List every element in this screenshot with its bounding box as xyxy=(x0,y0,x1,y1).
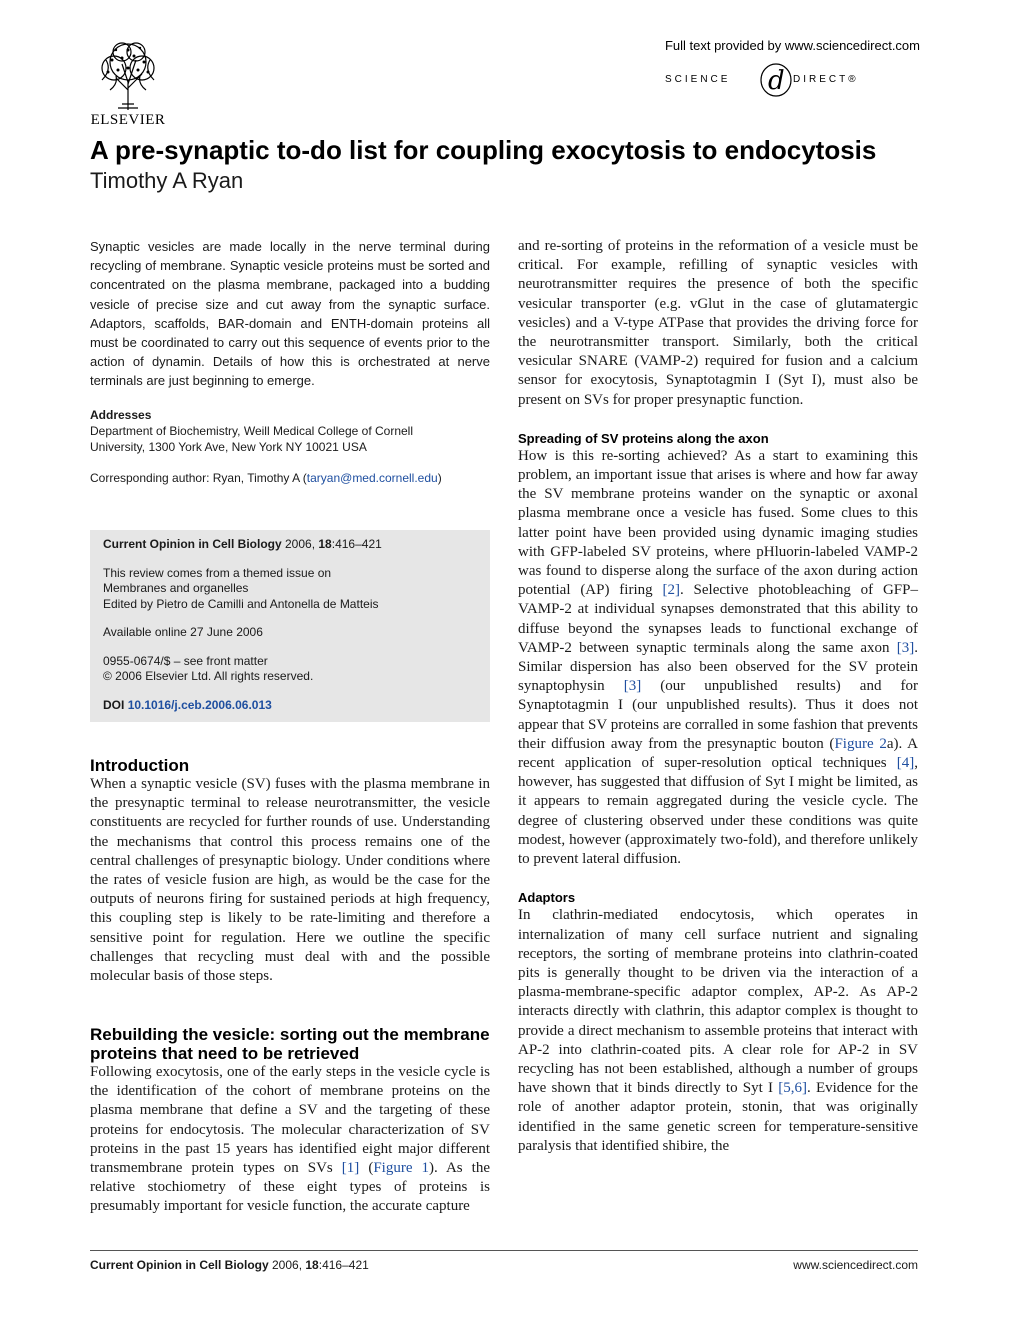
article-title: A pre-synaptic to-do list for coupling exocytosis to endocytosis xyxy=(90,135,877,165)
article-author: Timothy A Ryan xyxy=(90,168,244,193)
journal-volume: 18 xyxy=(318,537,332,551)
reference-link[interactable]: [3] xyxy=(896,639,915,656)
introduction-heading: Introduction xyxy=(90,756,190,775)
sd-direct-label: DIRECT® xyxy=(793,74,859,85)
text-span: (our unpublished results) and for Synaptotagmin I (our unpublished results). Thus it does not appear that SV proteins are corralled in some fashion that prevents their diffusion away from the presynaptic bouton ( xyxy=(518,678,918,752)
editors: Edited by Pietro de Camilli and Antonella de Matteis xyxy=(103,596,379,611)
journal-citation xyxy=(103,537,477,553)
figure-link[interactable]: Figure 1 xyxy=(373,1160,430,1177)
footer-url[interactable]: www.sciencedirect.com xyxy=(793,1258,918,1272)
reference-link[interactable]: [4] xyxy=(896,755,915,772)
corresponding-prefix: Corresponding author: Ryan, Timothy A ( xyxy=(90,470,307,485)
doi-link[interactable]: 10.1016/j.ceb.2006.06.013 xyxy=(127,697,272,712)
sd-science-label: SCIENCE xyxy=(665,74,731,85)
text-span: a). A recent application of super-resolution optical techniques xyxy=(518,735,918,772)
footer-rule xyxy=(90,1250,918,1251)
journal-name: Current Opinion in Cell Biology xyxy=(103,537,282,551)
journal-pages: :416–421 xyxy=(331,537,382,551)
address-line: Department of Biochemistry, Weill Medical College of Cornell xyxy=(90,423,414,438)
text-span: In clathrin-mediated endocytosis, which operates in internalization of many cell surface nutrient and signaling receptors, the sorting of membrane proteins into clathrin-coated pits is generally thought to be driven via the interaction of a plasma-membrane-specific adaptor complex, AP-2. As AP-2 interacts directly with clathrin, this adaptor complex is thought to provide a direct mechanism to assemble proteins that interact with AP-2 into clathrin-coated pits. A clear role for AP-2 in SV recycling has not been established, although a number of groups have shown that it binds directly to Syt I xyxy=(518,907,918,1097)
reference-link[interactable]: [2] xyxy=(662,582,680,599)
text-span: How is this re-sorting achieved? As a start to examining this problem, an important issue that arises is where and how far away the SV membrane proteins wander on the synaptic or axonal plasma membrane once a vesicle has fused. Some clues to this latter point have been provided using dynamic imaging studies with GFP-labeled SV proteins, where pHluorin-labeled VAMP-2 was found to disperse along the surface of the axon during action potential (AP) firing xyxy=(518,447,918,599)
elsevier-tree-icon xyxy=(92,40,164,112)
available-online: Available online 27 June 2006 xyxy=(103,625,263,639)
article-info-box xyxy=(90,530,490,722)
doi-label: DOI xyxy=(103,697,125,712)
text-span: Following exocytosis, one of the early steps in the vesicle cycle is the identification of the cohort of membrane proteins on the plasma membrane that define a SV and the targeting of these proteins for endocytosis. The molecular characterization of SV proteins in the past 15 years has identified eight major different transmembrane protein types on SVs xyxy=(90,1064,490,1177)
text-span: . Selective photobleaching of GFP–VAMP-2 at individual synapses demonstrated that this ability to diffuse beyond the synapses leads to functional exchange of VAMP-2 between synaptic terminals along the same axon xyxy=(518,582,918,656)
rebuilding-heading: Rebuilding the vesicle: sorting out the membrane proteins that need to be retrieved xyxy=(90,1025,490,1063)
right-column xyxy=(518,237,918,1156)
reference-link[interactable]: [5,6] xyxy=(778,1080,807,1097)
journal-year: 2006, xyxy=(281,537,319,551)
text-span: . Similar dispersion has also been observed for the SV protein synaptophysin xyxy=(518,639,918,695)
themed-issue-name: Membranes and organelles xyxy=(103,581,249,595)
spreading-text xyxy=(518,447,918,869)
reference-link[interactable]: [1] xyxy=(341,1160,360,1177)
addresses-heading: Addresses xyxy=(90,407,152,422)
elsevier-logo xyxy=(88,40,168,130)
footer-pages: :416–421 xyxy=(318,1258,369,1272)
footer-volume: 18 xyxy=(305,1258,319,1272)
adaptors-heading: Adaptors xyxy=(518,890,576,906)
corresponding-suffix: ) xyxy=(437,470,442,485)
full-text-note[interactable]: Full text provided by www.sciencedirect.com xyxy=(664,38,920,53)
copyright: © 2006 Elsevier Ltd. All rights reserved. xyxy=(103,669,314,683)
publisher-name: ELSEVIER xyxy=(90,112,166,128)
rebuilding-section xyxy=(90,1025,490,1217)
adaptors-text xyxy=(518,906,918,1156)
continued-text: and re-sorting of proteins in the reformation of a vesicle must be critical. For example, refilling of synaptic vesicles with neurotransmitter requires the presence of both the specific vesicular transporter (e.g. vGlut in the case of glutamatergic vesicles) and a V-type ATPase that provides the driving force for the neurotransmitter transport. Similarly, both the critical vesicular SNARE (VAMP-2) required for fusion and a calcium sensor for exocytosis, Synaptotagmin I (Syt I), must also be present on SVs for proper presynaptic function. xyxy=(518,238,918,408)
issn: 0955-0674/$ – see front matter xyxy=(103,653,268,668)
introduction-section xyxy=(90,756,490,986)
footer-journal: Current Opinion in Cell Biology xyxy=(90,1258,269,1272)
email-link[interactable]: taryan@med.cornell.edu xyxy=(306,470,438,485)
text-span: ( xyxy=(359,1160,374,1177)
footer-year: 2006, xyxy=(268,1258,306,1272)
introduction-text: When a synaptic vesicle (SV) fuses with the plasma membrane in the presynaptic terminal to release neurotransmitter, the vesicle constituents are recycled for further rounds of use. Understanding the mechanisms that control this process remains one of the central challenges of presynaptic biology. Under conditions where the rates of vesicle fusion are high, as would be the case for the outputs of neurons firing for sustained periods at high frequency, this coupling step is likely to be rate-limiting and therefore a sensitive point for regulation. Here we outline the specific challenges that recycling must deal with and the possible molecular basis of those steps. xyxy=(90,776,490,985)
doi-line xyxy=(103,698,477,714)
abstract: Synaptic vesicles are made locally in the nerve terminal during recycling of membrane. Synaptic vesicle proteins must be sorted and concentrated on the plasma membrane, packaged into a budding vesicle of precise size and cut away from the synaptic surface. Adaptors, scaffolds, BAR-domain and ENTH-domain proteins all must be coordinated to carry out this sequence of events prior to the action of dynamin. Details of how this is orchestrated at nerve terminals are just beginning to emerge. xyxy=(90,239,490,389)
themed-issue-line: This review comes from a themed issue on xyxy=(103,565,332,580)
figure-link[interactable]: Figure 2 xyxy=(834,735,887,752)
footer-citation xyxy=(90,1258,369,1272)
text-span: , however, has suggested that diffusion of Syt I might be limited, as it appears to remain aggregated during the vesicle cycle. The degree of clustering observed under these conditions was quite modest, however (approximately two-fold), and therefore unlikely to prevent lateral diffusion. xyxy=(518,755,918,868)
text-span: . Evidence for the role of another adaptor protein, stonin, that was originally identified in the same genetic screen for temperature-sensitive paralysis that identified shibire, the xyxy=(518,1080,918,1154)
rebuilding-text xyxy=(90,1063,490,1217)
address-line: University, 1300 York Ave, New York NY 10021 USA xyxy=(90,439,367,454)
sciencedirect-d-icon xyxy=(759,62,793,98)
spreading-heading: Spreading of SV proteins along the axon xyxy=(518,430,769,446)
reference-link[interactable]: [3] xyxy=(623,678,642,695)
left-column-front xyxy=(90,237,490,486)
text-span: ). As the relative stochiometry of these eight types of proteins is presumably important for vesicle function, the accurate capture xyxy=(90,1160,490,1215)
corresponding-author xyxy=(90,470,490,486)
svg-text:d: d xyxy=(768,66,785,96)
sciencedirect-logo[interactable] xyxy=(665,64,865,98)
